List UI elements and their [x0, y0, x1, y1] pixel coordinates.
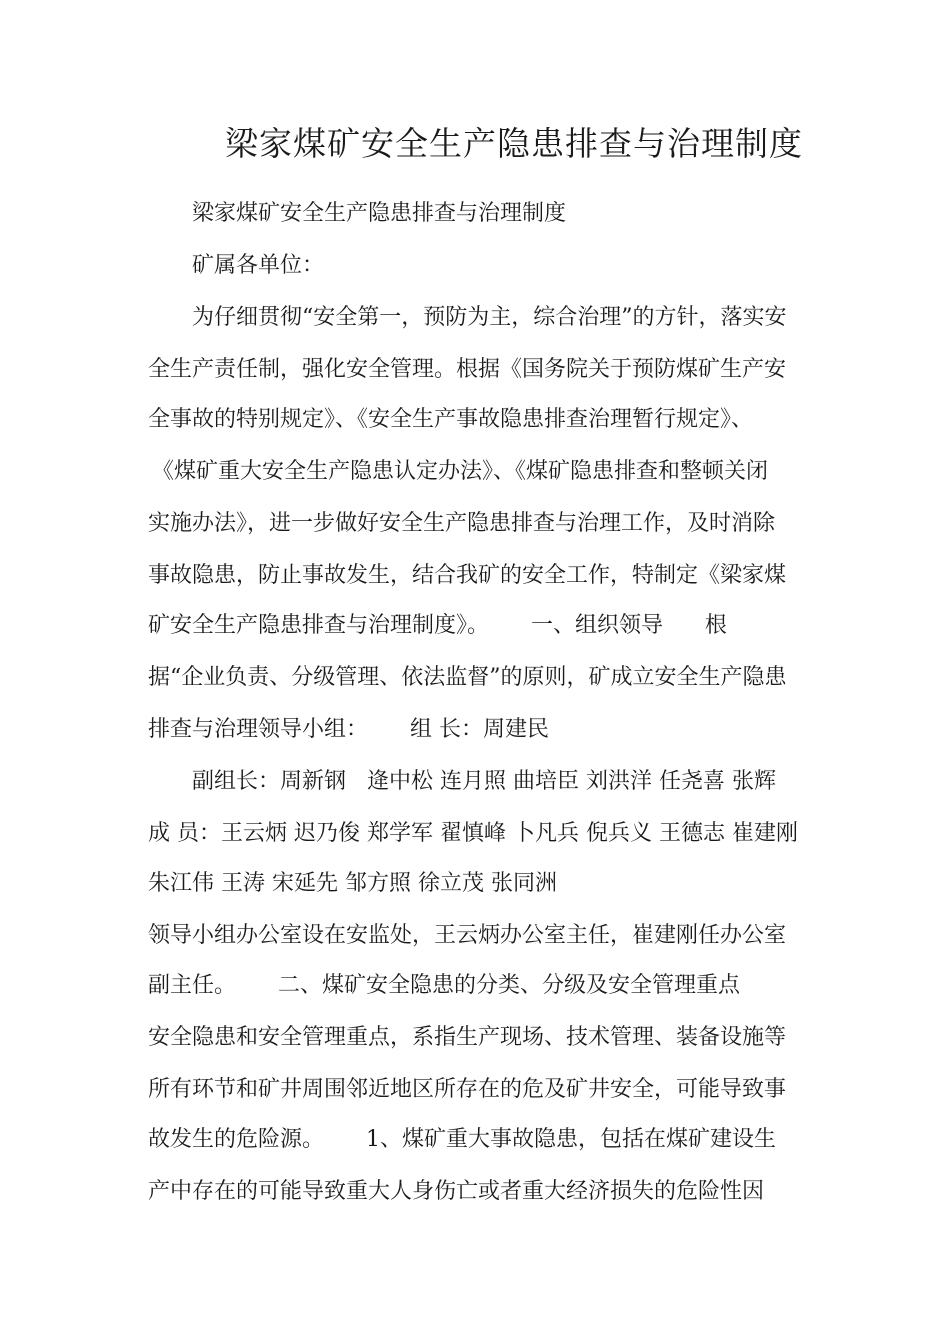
body-line: 成 员：王云炳 迟乃俊 郑学军 翟慎峰 卜凡兵 倪兵义 王德志 崔建刚 — [148, 821, 798, 846]
body-line: 事故隐患，防止事故发生，结合我矿的安全工作，特制定《梁家煤 — [148, 563, 787, 588]
body-line: 实施办法》，进一步做好安全生产隐患排查与治理工作，及时消除 — [148, 511, 776, 536]
body-line: 据“企业负责、分级管理、依法监督”的原则，矿成立安全生产隐患 — [148, 665, 787, 690]
body-line: 排查与治理领导小组： 组 长：周建民 — [148, 717, 549, 742]
body-line: 产中存在的可能导致重大人身伤亡或者重大经济损失的危险性因 — [148, 1179, 765, 1204]
body-line: 所有环节和矿井周围邻近地区所存在的危及矿井安全，可能导致事 — [148, 1077, 787, 1102]
body-line: 全生产责任制，强化安全管理。根据《国务院关于预防煤矿生产安 — [148, 357, 787, 382]
body-line: 为仔细贯彻“安全第一，预防为主，综合治理”的方针，落实安 — [192, 305, 787, 330]
body-line: 故发生的危险源。 1、煤矿重大事故隐患，包括在煤矿建设生 — [148, 1127, 776, 1152]
body-line: 领导小组办公室设在安监处，王云炳办公室主任，崔建刚任办公室 — [148, 923, 787, 948]
body-line: 矿安全生产隐患排查与治理制度》。 一、组织领导 根 — [148, 613, 727, 638]
body-line: 副组长：周新钢 逄中松 连月照 曲培臣 刘洪洋 任尧喜 张辉 — [192, 769, 776, 794]
body-line: 《煤矿重大安全生产隐患认定办法》、《煤矿隐患排查和整顿关闭 — [152, 459, 769, 484]
addressee-line: 矿属各单位： — [192, 253, 325, 278]
body-line: 朱江伟 王涛 宋延先 邹方照 徐立茂 张同洲 — [148, 871, 557, 896]
body-line: 副主任。 二、煤矿安全隐患的分类、分级及安全管理重点 — [148, 973, 740, 998]
body-line: 安全隐患和安全管理重点，系指生产现场、技术管理、装备设施等 — [148, 1025, 787, 1050]
subtitle-line: 梁家煤矿安全生产隐患排查与治理制度 — [192, 201, 567, 226]
document-title: 梁家煤矿安全生产隐患排查与治理制度 — [225, 124, 803, 163]
body-line: 全事故的特别规定》、《安全生产事故隐患排查治理暂行规定》、 — [148, 407, 754, 432]
